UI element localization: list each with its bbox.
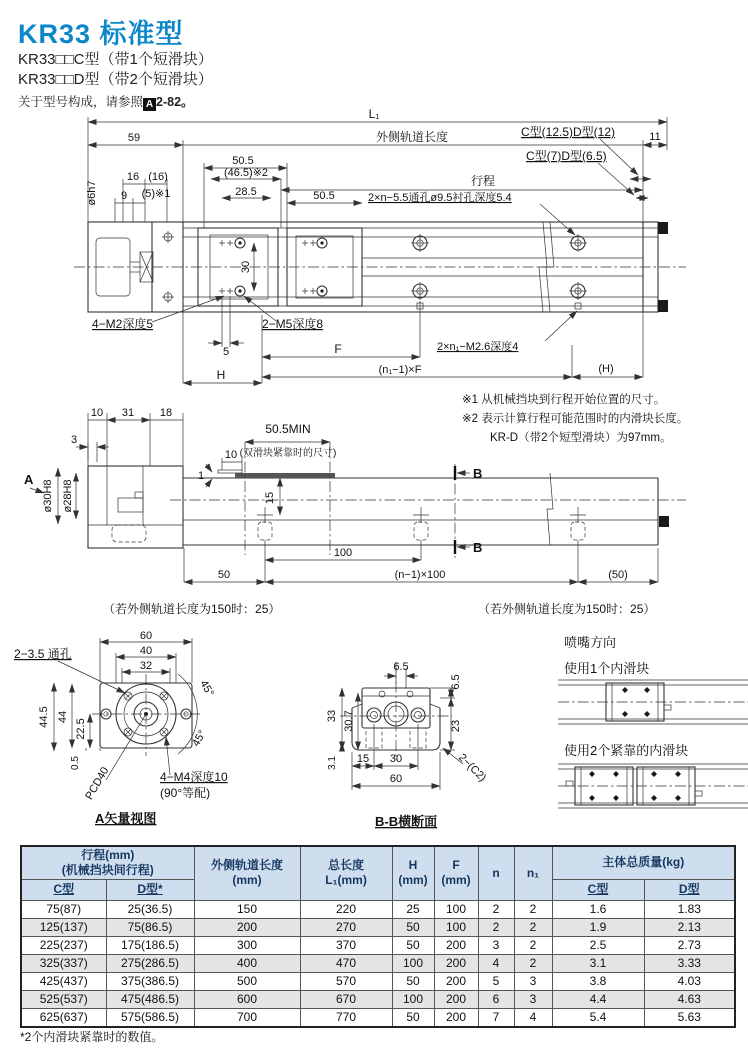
cell: 4.03 xyxy=(644,972,735,990)
cell: 700 xyxy=(194,1008,300,1027)
cell: 4 xyxy=(514,1008,552,1027)
col-f-line1: F xyxy=(452,858,460,873)
cell: 3.1 xyxy=(552,954,644,972)
cell: 275(286.5) xyxy=(106,954,194,972)
cell: 25 xyxy=(392,900,434,918)
dim-465: (46.5)※2 xyxy=(223,167,269,179)
col-length-line2: L₁(mm) xyxy=(325,873,367,888)
table-row xyxy=(21,918,735,936)
col-f-header xyxy=(434,846,478,900)
section-b-top: B xyxy=(473,466,483,481)
cell: 150 xyxy=(194,900,300,918)
cell: 400 xyxy=(194,954,300,972)
dim-3: 3 xyxy=(70,434,78,446)
view-a-dimensions xyxy=(14,630,228,826)
sensor-top xyxy=(658,222,668,234)
dim-65-right: 6.5 xyxy=(450,674,462,690)
dim-10a: 10 xyxy=(90,407,104,419)
cell: 100 xyxy=(392,990,434,1008)
cell: 525(537) xyxy=(21,990,106,1008)
cell: 575(586.5) xyxy=(106,1008,194,1027)
dim-min-sub: (双滑块紧靠时的尺寸) xyxy=(239,448,337,459)
dim-60: 60 xyxy=(139,630,153,642)
table-row xyxy=(21,936,735,954)
dim-445: 44.5 xyxy=(38,706,50,728)
cell: 25(36.5) xyxy=(106,900,194,918)
dim-f: F xyxy=(334,342,342,356)
cell: 300 xyxy=(194,936,300,954)
cell: 2 xyxy=(514,954,552,972)
col-stroke-d: D型* xyxy=(106,879,194,900)
cell: 570 xyxy=(300,972,392,990)
cell: 100 xyxy=(434,918,478,936)
table-row xyxy=(21,990,735,1008)
dim-285: 28.5 xyxy=(235,186,257,198)
view-bb-drawing xyxy=(315,648,565,843)
view-a-body xyxy=(92,674,200,756)
sensor-side xyxy=(659,516,669,527)
cell: 200 xyxy=(434,936,478,954)
cell: 200 xyxy=(194,918,300,936)
label-through-holes: 2×n−5.5通孔ø9.5衬孔深度5.4 xyxy=(368,192,512,204)
cell: 2.5 xyxy=(552,936,644,954)
dim-225: 22.5 xyxy=(75,718,87,740)
cell: 770 xyxy=(300,1008,392,1027)
dim-15: 15 xyxy=(264,491,276,505)
cell: 625(637) xyxy=(21,1008,106,1027)
col-n1-header: n₁ xyxy=(514,846,552,900)
nozzle-one-label: 使用1个内滑块 xyxy=(564,661,650,676)
dim-l1: L₁ xyxy=(368,107,380,121)
page-title: KR33 标准型 xyxy=(18,19,184,49)
dim-15b: 15 xyxy=(356,753,370,765)
cell: 5.63 xyxy=(644,1008,735,1027)
col-mass-header: 主体总质量(kg) xyxy=(552,846,735,879)
cell: 370 xyxy=(300,936,392,954)
cell: 50 xyxy=(392,972,434,990)
dim-1: 1 xyxy=(197,470,205,482)
dim-9: 9 xyxy=(120,190,128,202)
col-stroke-line1: 行程(mm) xyxy=(81,847,135,862)
dim-hp: (H) xyxy=(598,363,614,375)
dim-50p: (50) xyxy=(608,569,628,581)
label-m5: 2−M5深度8 xyxy=(262,317,324,331)
dim-50: 50 xyxy=(217,569,231,581)
cell: 3.8 xyxy=(552,972,644,990)
cell: 2.13 xyxy=(644,918,735,936)
dim-30: 30 xyxy=(240,260,252,274)
cell: 7 xyxy=(478,1008,514,1027)
cell: 3 xyxy=(514,972,552,990)
dim-stroke: 行程 xyxy=(470,174,496,188)
cell: 200 xyxy=(434,1008,478,1027)
label-m4: 4−M4深度10 xyxy=(160,770,228,784)
dim-505b: 50.5 xyxy=(313,190,335,202)
cell: 670 xyxy=(300,990,392,1008)
dim-45a: 45° xyxy=(197,678,216,699)
note-2b: KR-D（带2个短型滑块）为97mm。 xyxy=(490,432,672,444)
cell: 50 xyxy=(392,1008,434,1027)
dim-60b: 60 xyxy=(389,773,403,785)
col-h-header xyxy=(392,846,434,900)
nozzle-one-rails xyxy=(558,680,748,724)
cell: 2 xyxy=(514,918,552,936)
dim-31b: 3.1 xyxy=(327,756,338,770)
dim-18: 18 xyxy=(159,407,173,419)
cell: 6 xyxy=(478,990,514,1008)
table-row xyxy=(21,954,735,972)
dim-c2: 2−(C2) xyxy=(455,751,489,785)
dim-40: 40 xyxy=(139,645,153,657)
cell: 50 xyxy=(392,918,434,936)
nozzle-two-rails xyxy=(558,764,748,808)
dim-44: 44 xyxy=(57,710,69,724)
view-bb-dimensions xyxy=(326,661,488,829)
col-h-line2: (mm) xyxy=(398,873,428,888)
table-footnote: *2个内滑块紧靠时的数值。 xyxy=(20,1030,164,1044)
dim-65-top: 6.5 xyxy=(393,661,409,673)
nozzle-diagram-one xyxy=(558,676,748,730)
cell: 3 xyxy=(514,990,552,1008)
view-a-marker: A xyxy=(24,472,34,487)
cell: 600 xyxy=(194,990,300,1008)
dim-307: 30.7 xyxy=(343,710,355,732)
cell: 50 xyxy=(392,936,434,954)
nozzle-diagram-two xyxy=(558,760,748,814)
dim-28h8: ø28H8 xyxy=(62,479,74,513)
dim-6h7: ø6h7 xyxy=(86,180,98,206)
cell: 125(137) xyxy=(21,918,106,936)
cell: 500 xyxy=(194,972,300,990)
side-view-dimensions xyxy=(24,407,658,616)
dim-32: 32 xyxy=(139,660,153,672)
note-rail-right: （若外侧轨道长度为150时：25） xyxy=(478,602,656,616)
col-length-header xyxy=(300,846,392,900)
label-m26: 2×n₁−M2.6深度4 xyxy=(437,341,519,353)
cell: 4.4 xyxy=(552,990,644,1008)
dim-45b: 45° xyxy=(190,728,209,749)
cell: 75(87) xyxy=(21,900,106,918)
cell: 2.73 xyxy=(644,936,735,954)
col-mass-d: D型 xyxy=(644,879,735,900)
dim-16: 16 xyxy=(126,171,140,183)
inner-slider-side xyxy=(235,473,335,478)
counterbore-holes xyxy=(411,234,587,309)
col-f-line2: (mm) xyxy=(441,873,471,888)
model-line-d: KR33□□D型（带2个短滑块） xyxy=(18,71,213,88)
break-symbol-side xyxy=(547,473,553,545)
label-cd12: C型(12.5)D型(12) xyxy=(521,125,616,139)
dim-n100: (n−1)×100 xyxy=(394,569,446,581)
reference-text: 关于型号构成，请参照 xyxy=(18,95,144,109)
cell: 100 xyxy=(392,954,434,972)
label-m4-sub: (90°等配) xyxy=(160,786,211,800)
label-m2: 4−M2深度5 xyxy=(92,317,154,331)
dim-100: 100 xyxy=(333,547,353,559)
col-mass-c: C型 xyxy=(552,879,644,900)
dim-5p: (5)※1 xyxy=(141,188,171,200)
cell: 325(337) xyxy=(21,954,106,972)
dim-min: 50.5MIN xyxy=(265,422,311,436)
cell: 1.6 xyxy=(552,900,644,918)
cell: 270 xyxy=(300,918,392,936)
dim-n1f: (n₁−1)×F xyxy=(378,364,422,376)
cell: 1.83 xyxy=(644,900,735,918)
cell: 375(386.5) xyxy=(106,972,194,990)
col-stroke-header xyxy=(21,846,194,879)
grease-nipple-right-icon xyxy=(695,791,702,796)
cell: 100 xyxy=(434,900,478,918)
label-cd7: C型(7)D型(6.5) xyxy=(526,149,607,163)
dim-10b: 10 xyxy=(224,449,238,461)
cell: 75(86.5) xyxy=(106,918,194,936)
cell: 200 xyxy=(434,990,478,1008)
dim-11: 11 xyxy=(649,131,661,143)
dim-59: 59 xyxy=(127,132,141,144)
side-view-body xyxy=(88,466,686,548)
cell: 2 xyxy=(514,900,552,918)
grease-nipple-left-icon xyxy=(566,781,573,786)
cell: 2 xyxy=(478,900,514,918)
view-bb-caption: B-B横断面 xyxy=(375,814,438,829)
cell: 3.33 xyxy=(644,954,735,972)
label-35-holes: 2−3.5 通孔 xyxy=(14,647,72,661)
a-badge-icon: A xyxy=(143,98,156,111)
dim-505a: 50.5 xyxy=(232,155,254,167)
dim-23: 23 xyxy=(450,719,462,733)
col-rail-line2: (mm) xyxy=(232,873,262,888)
cell: 425(437) xyxy=(21,972,106,990)
break-symbol xyxy=(539,222,554,312)
cell: 4 xyxy=(478,954,514,972)
grease-nipple-icon xyxy=(664,705,671,710)
side-view-drawing xyxy=(0,400,748,628)
dim-30b: 30 xyxy=(389,753,403,765)
col-length-line1: 总长度 xyxy=(327,858,364,873)
cell: 200 xyxy=(434,954,478,972)
dim-31: 31 xyxy=(121,407,135,419)
cell: 3 xyxy=(478,936,514,954)
cell: 175(186.5) xyxy=(106,936,194,954)
nozzle-title: 喷嘴方向 xyxy=(564,635,617,650)
col-stroke-line2: (机械挡块间行程) xyxy=(61,862,154,877)
cell: 220 xyxy=(300,900,392,918)
top-view-drawing xyxy=(0,105,748,398)
col-rail-line1: 外侧轨道长度 xyxy=(210,858,283,873)
cell: 200 xyxy=(434,972,478,990)
top-view-body xyxy=(74,222,686,312)
dim-30h8: ø30H8 xyxy=(42,479,54,513)
col-stroke-c: C型 xyxy=(21,879,106,900)
dim-33: 33 xyxy=(326,709,338,723)
col-n-header: n xyxy=(478,846,514,900)
dim-05: 0.5 xyxy=(70,756,81,770)
dim-h: H xyxy=(216,368,226,382)
dim-16p: (16) xyxy=(148,171,168,183)
note-2: ※2 表示计算行程可能范围时的内滑块长度。 xyxy=(462,413,689,425)
cell: 1.9 xyxy=(552,918,644,936)
label-pcd40: PCD40 xyxy=(83,765,112,802)
cell: 225(237) xyxy=(21,936,106,954)
col-rail-header xyxy=(194,846,300,900)
sensor-bottom xyxy=(658,300,668,312)
dim-outer-rail-label: 外侧轨道长度 xyxy=(375,130,449,144)
reference-page: 2-82。 xyxy=(156,95,194,109)
cell: 2 xyxy=(478,918,514,936)
cell: 2 xyxy=(514,936,552,954)
table-row xyxy=(21,972,735,990)
cell: 470 xyxy=(300,954,392,972)
cell: 4.63 xyxy=(644,990,735,1008)
model-line-c: KR33□□C型（带1个短滑块） xyxy=(18,51,213,68)
section-b-bottom: B xyxy=(473,540,483,555)
cell: 5.4 xyxy=(552,1008,644,1027)
view-a-drawing xyxy=(10,630,310,845)
col-h-line1: H xyxy=(408,858,418,873)
view-a-caption: A矢量视图 xyxy=(95,811,157,826)
note-rail-left: （若外侧轨道长度为150时：25） xyxy=(103,602,281,616)
nozzle-two-label: 使用2个紧靠的内滑块 xyxy=(564,743,689,758)
table-row xyxy=(21,900,735,918)
cell: 475(486.5) xyxy=(106,990,194,1008)
cell: 5 xyxy=(478,972,514,990)
table-row xyxy=(21,1008,735,1027)
dim-5: 5 xyxy=(222,346,230,358)
top-view-dimensions xyxy=(86,107,667,383)
base-mounting-holes xyxy=(257,507,586,540)
spec-table xyxy=(20,845,736,1028)
note-1: ※1 从机械挡块到行程开始位置的尺寸。 xyxy=(462,394,666,406)
